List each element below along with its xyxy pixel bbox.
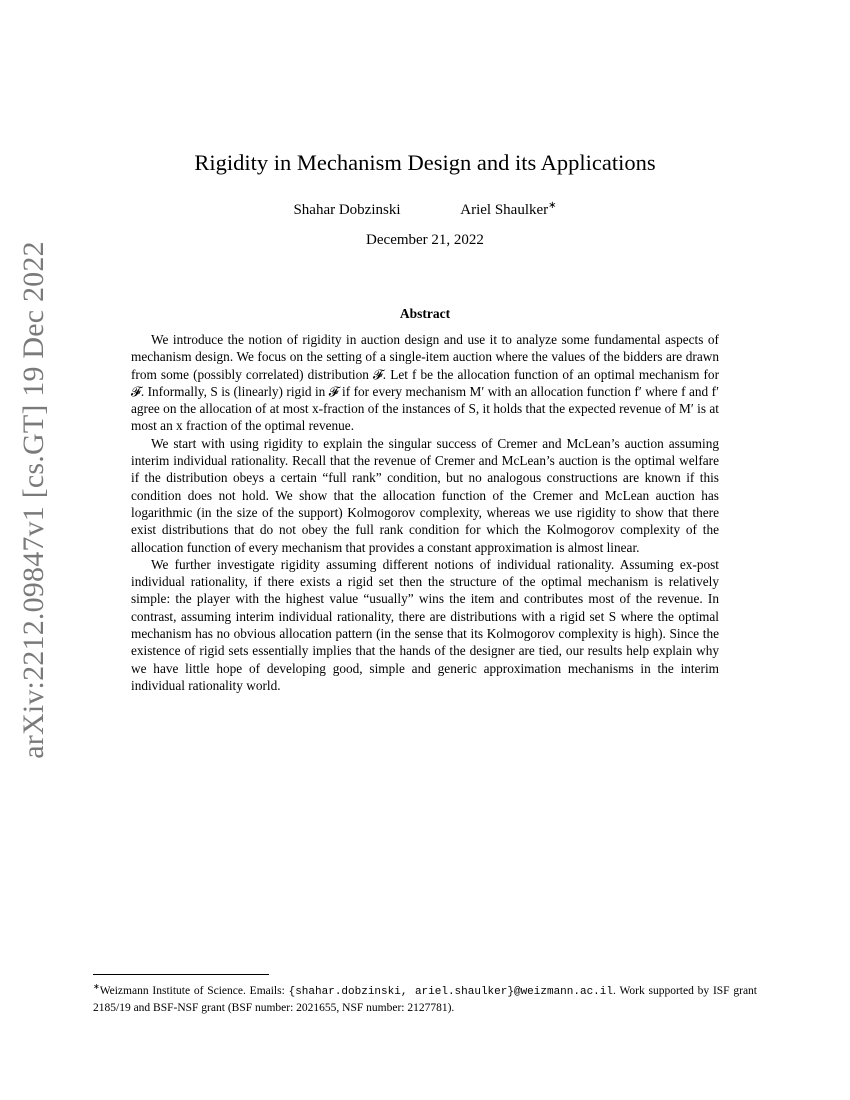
author-2 [460,200,556,219]
abstract-paragraph-2: We start with using rigidity to explain the singular success of Cremer and McLean’s auction assuming interim individual rationality. Recall that the revenue of Cremer and McLean’s auction is the optimal welfare if the distribution obeys a certain “full rank” condition, but no analogous constructions are known if this condition does not hold. We show that the allocation function of the Cremer and McLean auction has logarithmic (in the size of the support) Kolmogorov complexity, whereas we use rigidity to show that there exist distributions that do not obey the full rank condition for which the Kolmogorov complexity of the allocation function of every mechanism that provides a constant approximation is almost linear. [131,435,719,555]
arxiv-identifier-text: arXiv:2212.09847v1 [cs.GT] 19 Dec 2022 [17,241,50,759]
author-name: Ariel Shaulker [460,202,549,218]
footnote-divider [93,974,269,975]
paper-title: Rigidity in Mechanism Design and its Applications [194,150,656,175]
author-1 [293,202,400,219]
abstract-paragraph-3: We further investigate rigidity assuming different notions of individual rationality. Assuming ex-post individual rationality, if there exists a rigid set then the structure of the optimal mechanism is relatively simple: the player with the highest value “usually” wins the item and contributes most of the revenue. In contrast, assuming interim individual rationality, there are distributions with a rigid set S where the optimal mechanism has no obvious allocation pattern (in the sense that its Kolmogorov complexity is high). Since the existence of rigid sets essentially implies that the hands of the designer are tied, our results help explain why we have little hope of developing good, simple and generic approximation mechanisms in the interim individual rationality world. [131,556,719,693]
footnote [93,979,757,1016]
footnote-emails: {shahar.dobzinski, ariel.shaulker}@weizmann.ac.il [288,985,613,998]
footnote-mark: ∗ [93,982,100,991]
abstract-heading: Abstract [399,306,451,321]
abstract-paragraph-1: We introduce the notion of rigidity in auction design and use it to analyze some fundamental aspects of mechanism design. We focus on the setting of a single-item auction where the values of the bidders are drawn from some (possibly correlated) distribution 𝓕. Let f be the allocation function of an optimal mechanism for 𝓕. Informally, S is (linearly) rigid in 𝓕 if for every mechanism M′ with an allocation function f′ where f and f′ agree on the allocation of at most x-fraction of the instances of S, it holds that the expected revenue of M′ is at most an x fraction of the optimal revenue. [131,332,719,434]
author-list [0,200,850,219]
abstract-body [131,331,719,694]
author-name: Shahar Dobzinski [293,202,401,218]
footnote-funding: . Work supported by ISF grant 2185/19 and BSF-NSF grant (BSF number: 2021655, NSF number: 2127781). [93,984,757,1014]
footnote-mark: ∗ [548,200,557,211]
footnote-affiliation: Weizmann Institute of Science. Emails: [99,984,289,997]
paper-date: December 21, 2022 [366,232,484,248]
